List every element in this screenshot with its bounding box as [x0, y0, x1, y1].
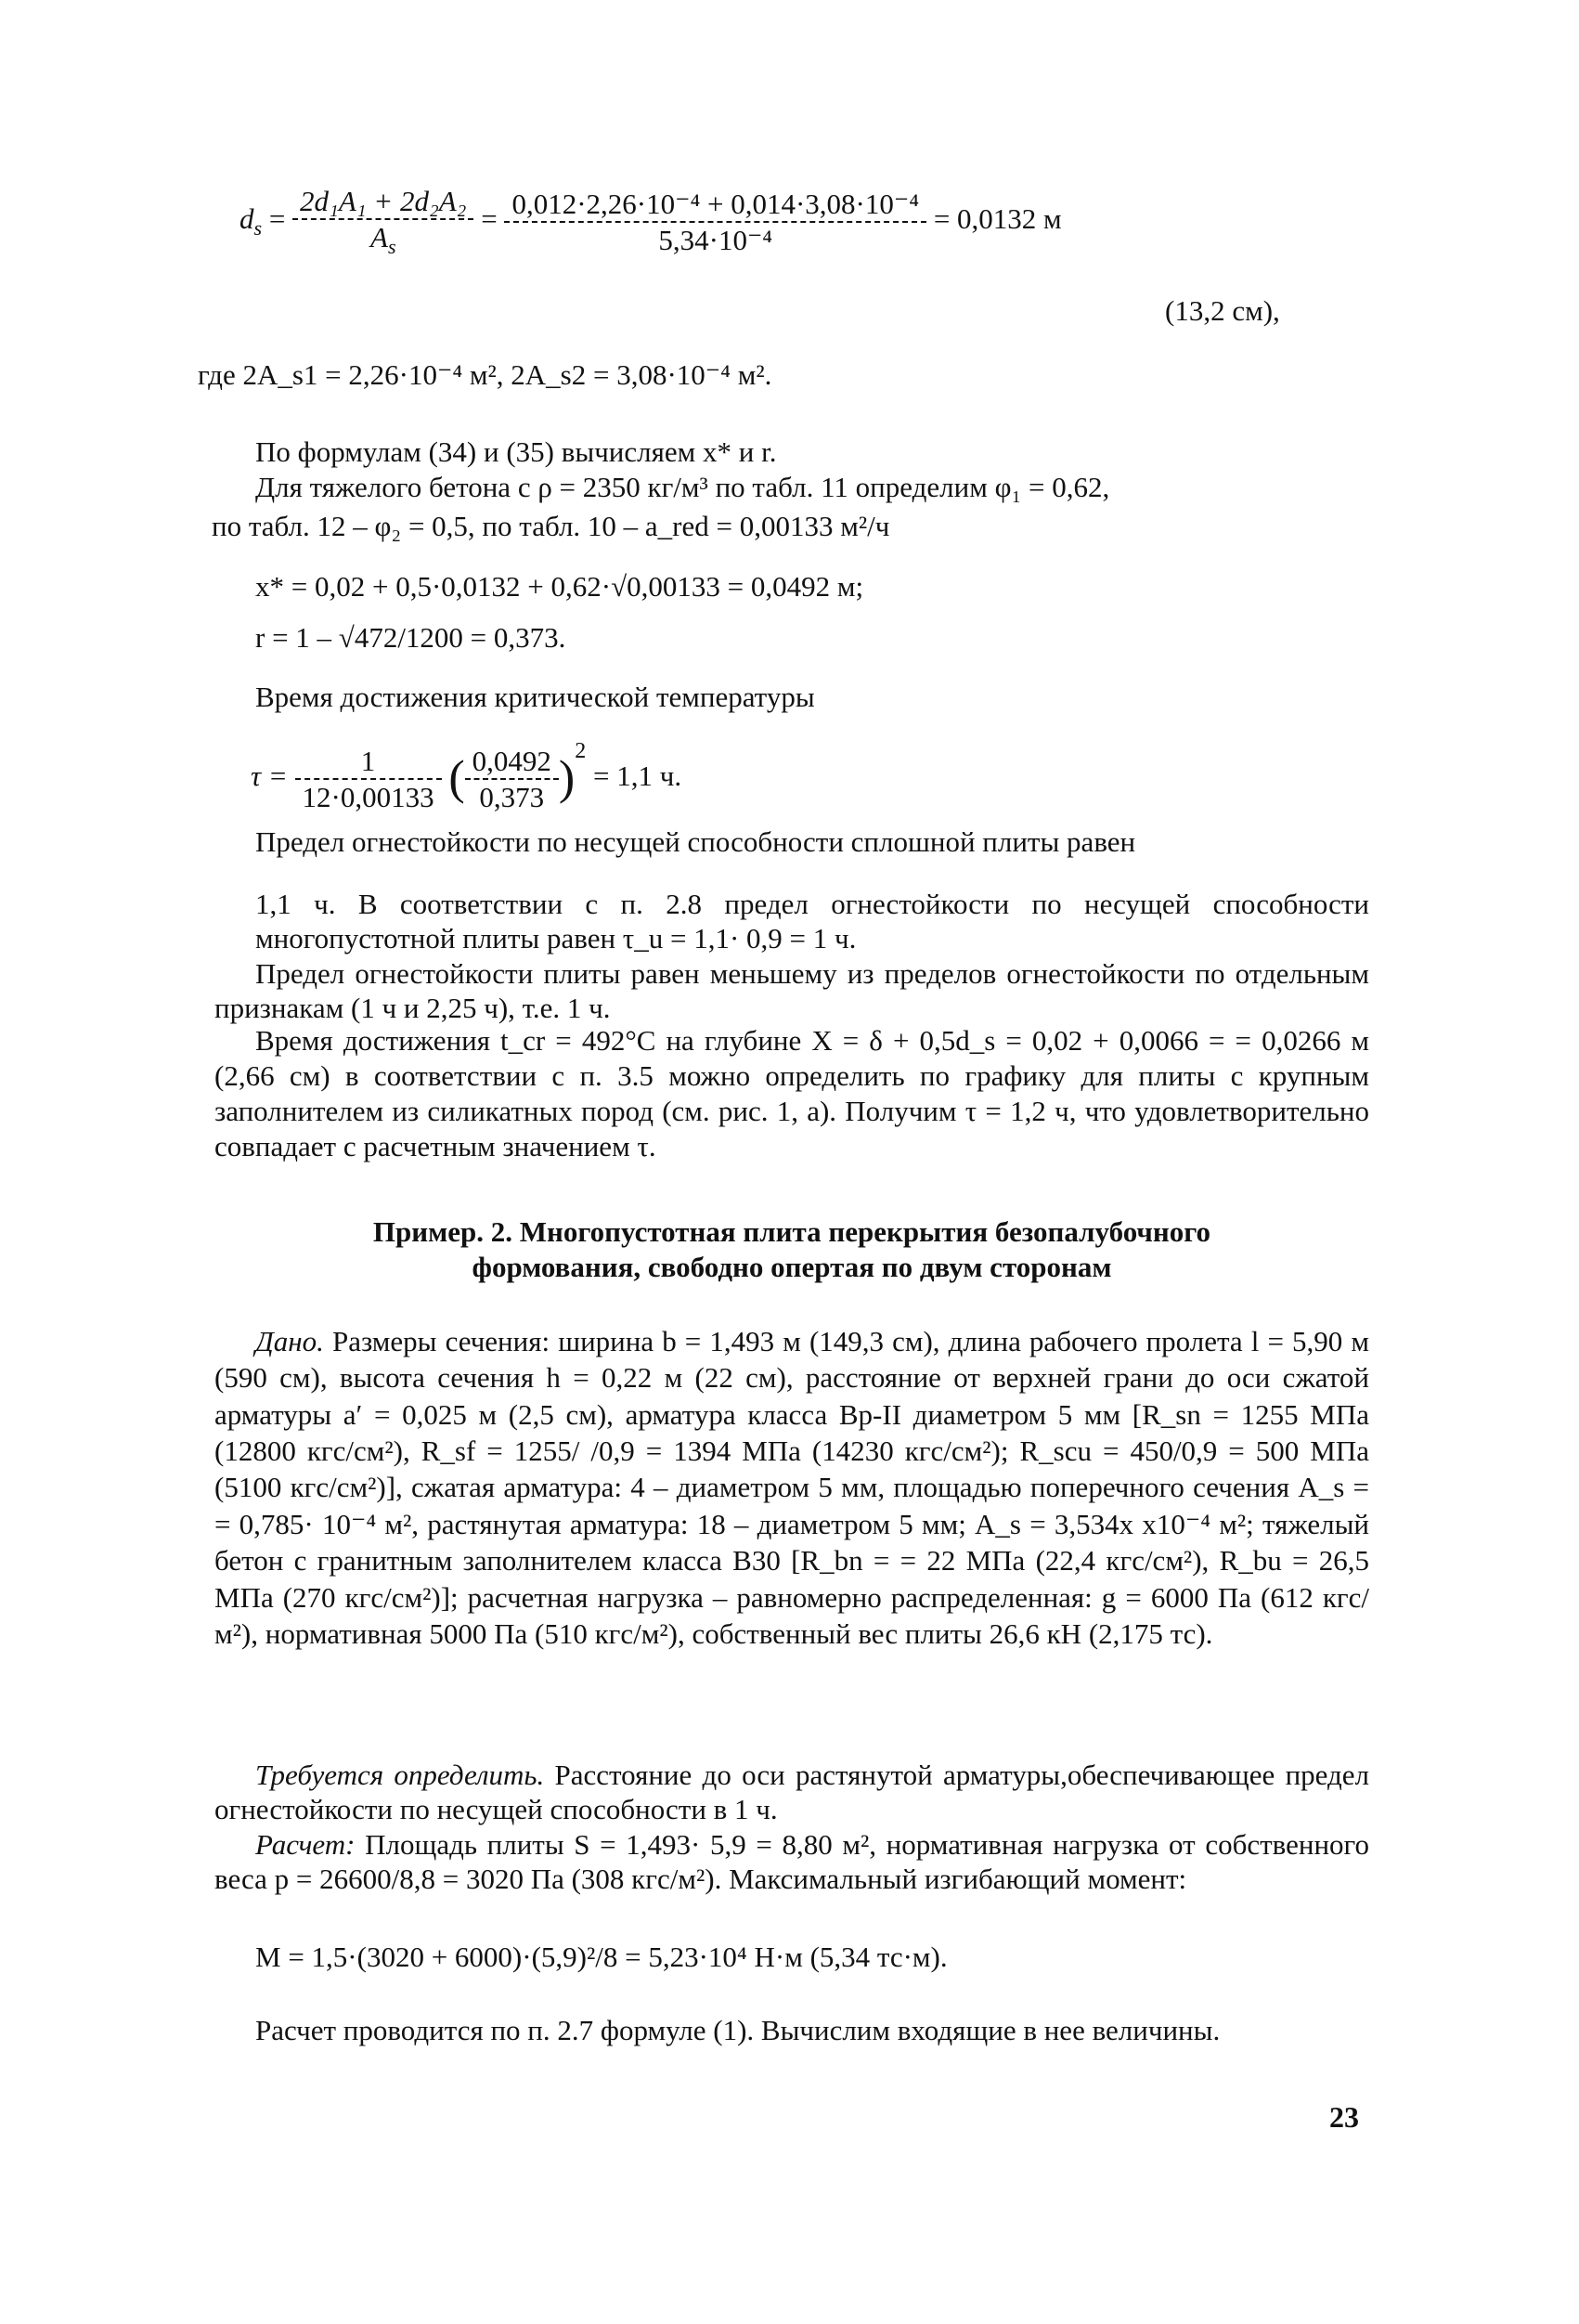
tau-result: = 1,1 ч.: [593, 760, 682, 792]
where-line: где 2A_s1 = 2,26·10⁻⁴ м², 2A_s2 = 3,08·10⁻⁴ м².: [198, 358, 772, 391]
paragraph-solid-plate: Предел огнестойкости по несущей способности сплошной плиты равен: [255, 825, 1136, 858]
given-label: Дано.: [255, 1325, 324, 1357]
given-text: Размеры сечения: ширина b = 1,493 м (149,3 см), длина рабочего пролета l = 5,90 м (590 см), высота сечения h = 0,22 м (22 см), расстояние от верхней грани до оси сжатой арматуры a′ = 0,025 м (2,5 см), арматура класса Вр-II диаметром 5 мм [R_sn = 1255 МПа (12800 кгс/см²), R_sf = 1255/ /0,9 = 1394 МПа (14230 кгс/см²); R_scu = 450/0,9 = 500 МПа (5100 кгс/см²)], сжатая арматура: 4 – диаметром 5 мм, площадью поперечного сечения A_s = = 0,785· 10⁻⁴ м², растянутая арматура: 18 – диаметром 5 мм; A_s = 3,534x x10⁻⁴ м²; тяжелый бетон с гранитным заполнителем класса В30 [R_bn = = 22 МПа (22,4 кгс/см²), R_bu = 26,5 МПа (270 кгс/см²)]; расчетная нагрузка – равномерно распределенная: g = 6000 Па (612 кгс/м²), нормативная 5000 Па (510 кгс/м²), собственный вес плиты 26,6 кН (2,175 тс).: [214, 1325, 1370, 1650]
paragraph-min-limit: Предел огнестойкости плиты равен меньшему из пределов огнестойкости по отдельным признакам (1 ч и 2,25 ч), т.е. 1 ч.: [214, 957, 1369, 1025]
calculation-label: Расчет:: [255, 1828, 356, 1861]
tau-paren-denominator: 0,373: [479, 780, 545, 813]
paragraph-required: [214, 1758, 1369, 1826]
tau-numerator: 1: [295, 744, 442, 780]
ds-lhs-sub: s: [253, 216, 263, 240]
ds-result-cm: (13,2 см),: [1165, 294, 1280, 327]
paragraph-tables: по табл. 12 – φ₂ = 0,5, по табл. 10 – a_red = 0,00133 м²/ч: [212, 510, 890, 542]
ds-numerator-values: 0,012·2,26·10⁻⁴ + 0,014·3,08·10⁻⁴: [504, 187, 926, 223]
tau-denominator: 12·0,00133: [302, 780, 434, 813]
ds-result: = 0,0132 м: [933, 202, 1062, 235]
paragraph-formulas: По формулам (34) и (35) вычисляем x* и r.: [255, 435, 777, 468]
required-text: Расстояние до оси растянутой арматуры,обеспечивающее предел огнестойкости по несущей способности в 1 ч.: [214, 1759, 1370, 1826]
equation-moment: M = 1,5·(3020 + 6000)·(5,9)²/8 = 5,23·10⁴ Н·м (5,34 тс·м).: [255, 1941, 948, 1973]
paragraph-given: [214, 1323, 1369, 1652]
paragraph-calculation: [214, 1827, 1369, 1896]
formula-tau: τ = $\frac{1}{12\cdot 0,00133}$ ( $\frac{0,0492}{0,373}$ )$^2$ = 1,1 ч.: [251, 739, 682, 813]
example-heading-line2: формования, свободно опертая по двум сторонам: [472, 1251, 1112, 1283]
calculation-text: Площадь плиты S = 1,493· 5,9 = 8,80 м², нормативная нагрузка от собственного веса p = 26600/8,8 = 3020 Па (308 кгс/м²). Максимальный изгибающий момент:: [214, 1828, 1370, 1896]
ds-denominator-values: 5,34·10⁻⁴: [658, 223, 773, 256]
tau-paren-numerator: 0,0492: [465, 744, 559, 780]
paragraph-last: Расчет проводится по п. 2.7 формуле (1). Вычислим входящие в нее величины.: [255, 2014, 1221, 2046]
page-number: 23: [1329, 2100, 1359, 2134]
paragraph-hollow-plate: 1,1 ч. В соответствии с п. 2.8 предел огнестойкости по несущей способности многопустотной плиты равен τ_u = 1,1· 0,9 = 1 ч.: [255, 888, 1369, 955]
ds-eq: =: [481, 202, 498, 235]
equation-x: x* = 0,02 + 0,5·0,0132 + 0,62·√0,00133 = 0,0492 м;: [255, 570, 864, 603]
ds-den-sub: s: [387, 235, 396, 259]
ds-lhs: d: [239, 202, 254, 235]
paragraph-heavy-concrete: Для тяжелого бетона с ρ = 2350 кг/м³ по табл. 11 определим φ₁ = 0,62,: [255, 471, 1110, 503]
formula-ds: $d_s$ = $\frac{\text{2d₁A₁ + 2d₂A₂}}{A_s}$ = $\frac{\text{0,012·2,26·10⁻⁴ + 0,014·3,08·10⁻⁴}}{\text{5,34·10⁻⁴}}$ = 0,0132 м: [239, 185, 1062, 259]
ds-denominator: A: [370, 221, 388, 254]
paragraph-time-reach: Время достижения t_cr = 492°C на глубине X = δ + 0,5d_s = 0,02 + 0,0066 = = 0,0266 м (2,66 см) в соответствии с п. 3.5 можно определить по графику для плиты с крупным заполнителем из силикатных пород (см. рис. 1, а). Получим τ = 1,2 ч, что удовлетворительно совпадает с расчетным значением τ.: [214, 1024, 1369, 1163]
equation-r: r = 1 – √472/1200 = 0,373.: [255, 621, 566, 654]
required-label: Требуется определить.: [255, 1759, 545, 1791]
example-heading-line1: Пример. 2. Многопустотная плита перекрытия безопалубочного: [372, 1215, 1211, 1248]
ds-numerator: 2d₁A₁ + 2d₂A₂: [292, 184, 473, 220]
paragraph-critical-temp: Время достижения критической температуры: [255, 681, 815, 713]
tau-lhs: τ =: [251, 760, 288, 792]
tau-power: 2: [575, 739, 587, 763]
